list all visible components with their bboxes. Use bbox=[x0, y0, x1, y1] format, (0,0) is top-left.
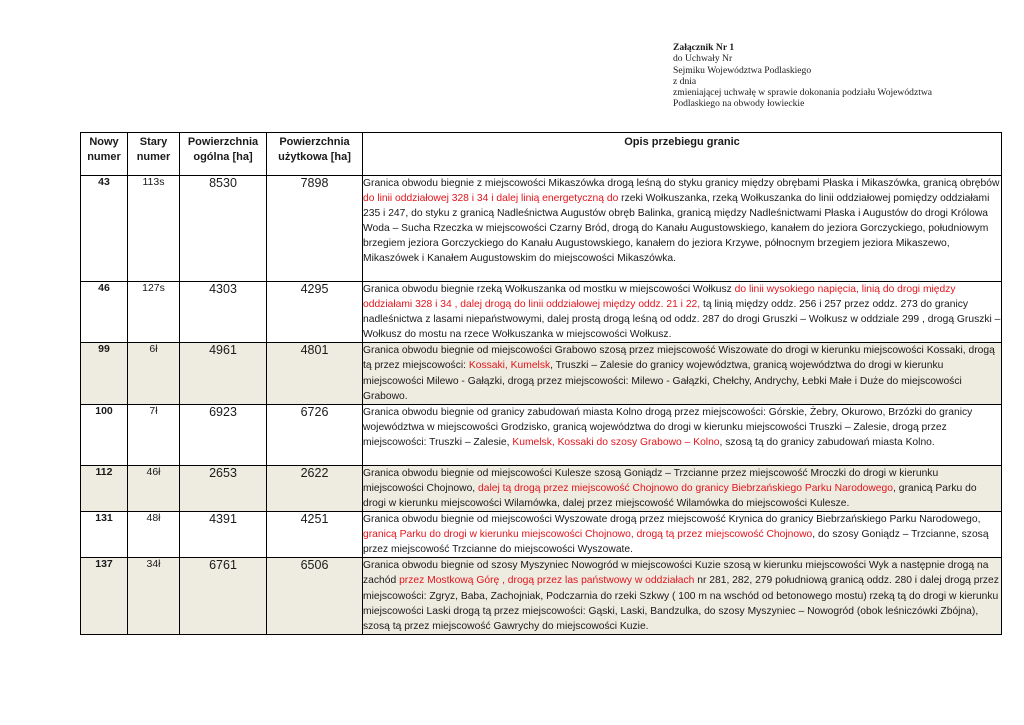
resolution-subject-line-1: zmieniającej uchwałę w sprawie dokonania podziału Województwa bbox=[673, 87, 933, 99]
col-header-boundary-description: Opis przebiegu granic bbox=[363, 133, 1002, 176]
hunting-districts-table bbox=[80, 132, 1002, 635]
col-header-old-number-line-1: Stary bbox=[139, 136, 168, 148]
usable-area: 4295 bbox=[267, 282, 363, 343]
description-text: Granica obwodu biegnie od granicy zabudowań miasta Kolno drogą przez miejscowości: Górskie, Żebry, Okurowo, Brzózki do granicy województwa w miejscowości Grodzisko, granicą województwa do drogi w kierunku miejscowości Truszki – Zalesie, drogą przez miejscowości: Truszki – Zalesie, bbox=[363, 406, 973, 448]
table-header-row bbox=[81, 133, 1002, 176]
total-area: 8530 bbox=[180, 176, 267, 282]
usable-area: 7898 bbox=[267, 176, 363, 282]
description-text-amended: do linii wysokiego napięcia, linią do drogi między oddziałami 328 i 34 , dalej drogą do linii oddziałowej między oddz. 21 i 22, bbox=[363, 284, 956, 311]
usable-area: 2622 bbox=[267, 465, 363, 511]
total-area: 4303 bbox=[180, 282, 267, 343]
new-number: 99 bbox=[81, 343, 128, 404]
description-text: Granica obwodu biegnie z miejscowości Mikaszówka drogą leśną do styku granicy między obrębami Płaska i Mikaszówka, granicą obrębów bbox=[363, 178, 1000, 189]
description-text: Granica obwodu biegnie od miejscowości Wyszowate drogą przez miejscowość Krynica do granicy Biebrzańskiego Parku Narodowego, bbox=[363, 514, 981, 526]
table-row bbox=[81, 282, 1002, 343]
table-row bbox=[81, 512, 1002, 558]
boundary-description bbox=[363, 512, 1002, 558]
description-text: , granicą Parku do drogi w kierunku miejscowości Wilamówka, dalej przez miejscowość Wilamówka do miejscowości Kulesze. bbox=[363, 482, 977, 509]
attachment-header bbox=[673, 42, 1003, 110]
total-area: 4961 bbox=[180, 343, 267, 404]
old-number: 113s bbox=[128, 176, 180, 282]
col-header-old-number bbox=[128, 133, 180, 176]
usable-area: 4251 bbox=[267, 512, 363, 558]
usable-area: 4801 bbox=[267, 343, 363, 404]
new-number: 43 bbox=[81, 176, 128, 282]
description-text-amended: dalej tą drogą przez miejscowość Chojnowo do granicy Biebrzańskiego Parku Narodowego bbox=[478, 482, 893, 494]
total-area: 6923 bbox=[180, 404, 267, 465]
col-header-old-number-line-2: numer bbox=[136, 151, 171, 163]
description-text: rzeki Wołkuszanka, rzeką Wołkuszanka do linii oddziałowej pomiędzy oddziałami 235 i 247, do styku z granicą Nadleśnictwa Augustów obręb Balinka, granicą między Nadleśnictwami Płaska i Augustów do drogi Królowa Woda – Sucha Rzeczka w miejscowości Czarny Bród, drogą do Kanału Augustowskiego, kanałem do jeziora Gorczyckiego, południowym brzegiem jeziora Gorczyckiego do Kanału Augustowskiego, kanałem do jeziora Krzywe, północnym brzegiem jeziora Mikaszewo, Mikaszówek i Kanałem Augustowskim do miejscowości Mikaszówka. bbox=[363, 193, 990, 265]
boundary-description bbox=[363, 558, 1002, 634]
col-header-usable-area-line-1: Powierzchnia bbox=[279, 136, 350, 148]
col-header-total-area bbox=[180, 133, 267, 176]
new-number: 100 bbox=[81, 404, 128, 465]
boundary-description bbox=[363, 465, 1002, 511]
description-text-amended: Kumelsk, Kossaki do szosy Grabowo – Kolno bbox=[512, 436, 720, 448]
description-text-amended: Kossaki, Kumelsk bbox=[468, 360, 551, 372]
old-number: 7ł bbox=[128, 404, 180, 465]
description-text: Granica obwodu biegnie od miejscowości Grabowo szosą przez miejscowość Wiszowate do drogi w kierunku miejscowości Kossaki, drogą tą przez miejscowości: bbox=[363, 345, 995, 372]
attachment-title: Załącznik Nr 1 bbox=[673, 42, 735, 53]
description-text: , Truszki – Zalesie do granicy województwa, granicą województwa do drogi w kierunku miejscowości Milewo - Gałązki, drogą przez miejscowości: Milewo - Gałązki, Chełchy, Andrychy, Łebki Małe i Duże do miejscowości Grabowo. bbox=[363, 360, 962, 402]
table-row bbox=[81, 404, 1002, 465]
new-number: 131 bbox=[81, 512, 128, 558]
table-row bbox=[81, 465, 1002, 511]
description-text: nr 281, 282, 279 południową granicą oddz. 280 i dalej drogą przez miejscowości: Zgryz, Baba, Zachojniak, Podczarnia do rzeki Szkwy ( 100 m na wschód od betonowego mostu) rzeką tą do drogi w kierunku miejscowości Laski drogą tą przez miejscowości: Gąski, Laski, Bandzulka, do szosy Myszyniec – Nowogród (obok leśniczówki Zbójna), szosą tą przez miejscowość Gawrychy do miejscowości Kuzie. bbox=[363, 575, 999, 632]
total-area: 2653 bbox=[180, 465, 267, 511]
usable-area: 6726 bbox=[267, 404, 363, 465]
col-header-new-number bbox=[81, 133, 128, 176]
new-number: 137 bbox=[81, 558, 128, 634]
boundary-description bbox=[363, 343, 1002, 404]
table-row bbox=[81, 558, 1002, 634]
col-header-total-area-line-1: Powierzchnia bbox=[187, 136, 259, 148]
resolution-number: do Uchwały Nr bbox=[673, 53, 733, 65]
new-number: 46 bbox=[81, 282, 128, 343]
description-text: Granica obwodu biegnie rzeką Wołkuszanka od mostku w miejscowości Wołkusz bbox=[363, 284, 735, 295]
total-area: 4391 bbox=[180, 512, 267, 558]
col-header-new-number-line-2: numer bbox=[87, 151, 121, 163]
col-header-total-area-line-2: ogólna [ha] bbox=[193, 151, 253, 163]
table-row bbox=[81, 343, 1002, 404]
old-number: 127s bbox=[128, 282, 180, 343]
boundary-description bbox=[363, 176, 1002, 282]
old-number: 46ł bbox=[128, 465, 180, 511]
old-number: 48ł bbox=[128, 512, 180, 558]
table-row bbox=[81, 176, 1002, 282]
resolution-date: z dnia bbox=[673, 75, 697, 87]
description-text-amended: granicą Parku do drogi w kierunku miejscowości Chojnowo, drogą tą przez miejscowość Chojnowo bbox=[363, 529, 813, 541]
col-header-new-number-line-1: Nowy bbox=[89, 136, 119, 148]
description-text: , do szosy Goniądz – Trzcianne, szosą przez miejscowość Trzcianne do miejscowości Wyszowate. bbox=[363, 529, 989, 556]
new-number: 112 bbox=[81, 465, 128, 511]
description-text: tą linią między oddz. 256 i 257 przez oddz. 273 do granicy nadleśnictwa z lasami niepaństwowymi, dalej prostą drogą leśną od oddz. 287 do drogi Gruszki – Wołkusz w oddziale 299 , drogą Gruszki – Wołkusz do mostu na rzece Wołkuszanka w miejscowości Wołkusz. bbox=[363, 299, 1001, 341]
old-number: 34ł bbox=[128, 558, 180, 634]
issuing-body: Sejmiku Województwa Podlaskiego bbox=[673, 64, 812, 76]
col-header-usable-area bbox=[267, 133, 363, 176]
old-number: 6ł bbox=[128, 343, 180, 404]
boundary-description bbox=[363, 404, 1002, 465]
total-area: 6761 bbox=[180, 558, 267, 634]
description-text: , szosą tą do granicy zabudowań miasta Kolno. bbox=[719, 436, 935, 448]
description-text: Granica obwodu biegnie od szosy Myszyniec Nowogród w miejscowości Kuzie szosą w kierunku miejscowości Wyk a następnie drogą na zachód bbox=[363, 560, 989, 587]
description-text-amended: do linii oddziałowej 328 i 34 i dalej linią energetyczną do bbox=[363, 193, 619, 205]
description-text: Granica obwodu biegnie od miejscowości Kulesze szosą Goniądz – Trzcianne przez miejscowość Mroczki do drogi w kierunku miejscowości Chojnowo, bbox=[363, 467, 939, 494]
description-text-amended: przez Mostkową Górę , drogą przez las państwowy w oddziałach bbox=[399, 575, 695, 587]
usable-area: 6506 bbox=[267, 558, 363, 634]
col-header-usable-area-line-2: użytkowa [ha] bbox=[278, 151, 351, 163]
resolution-subject-line-2: Podlaskiego na obwody łowieckie bbox=[673, 98, 805, 110]
boundary-description bbox=[363, 282, 1002, 343]
